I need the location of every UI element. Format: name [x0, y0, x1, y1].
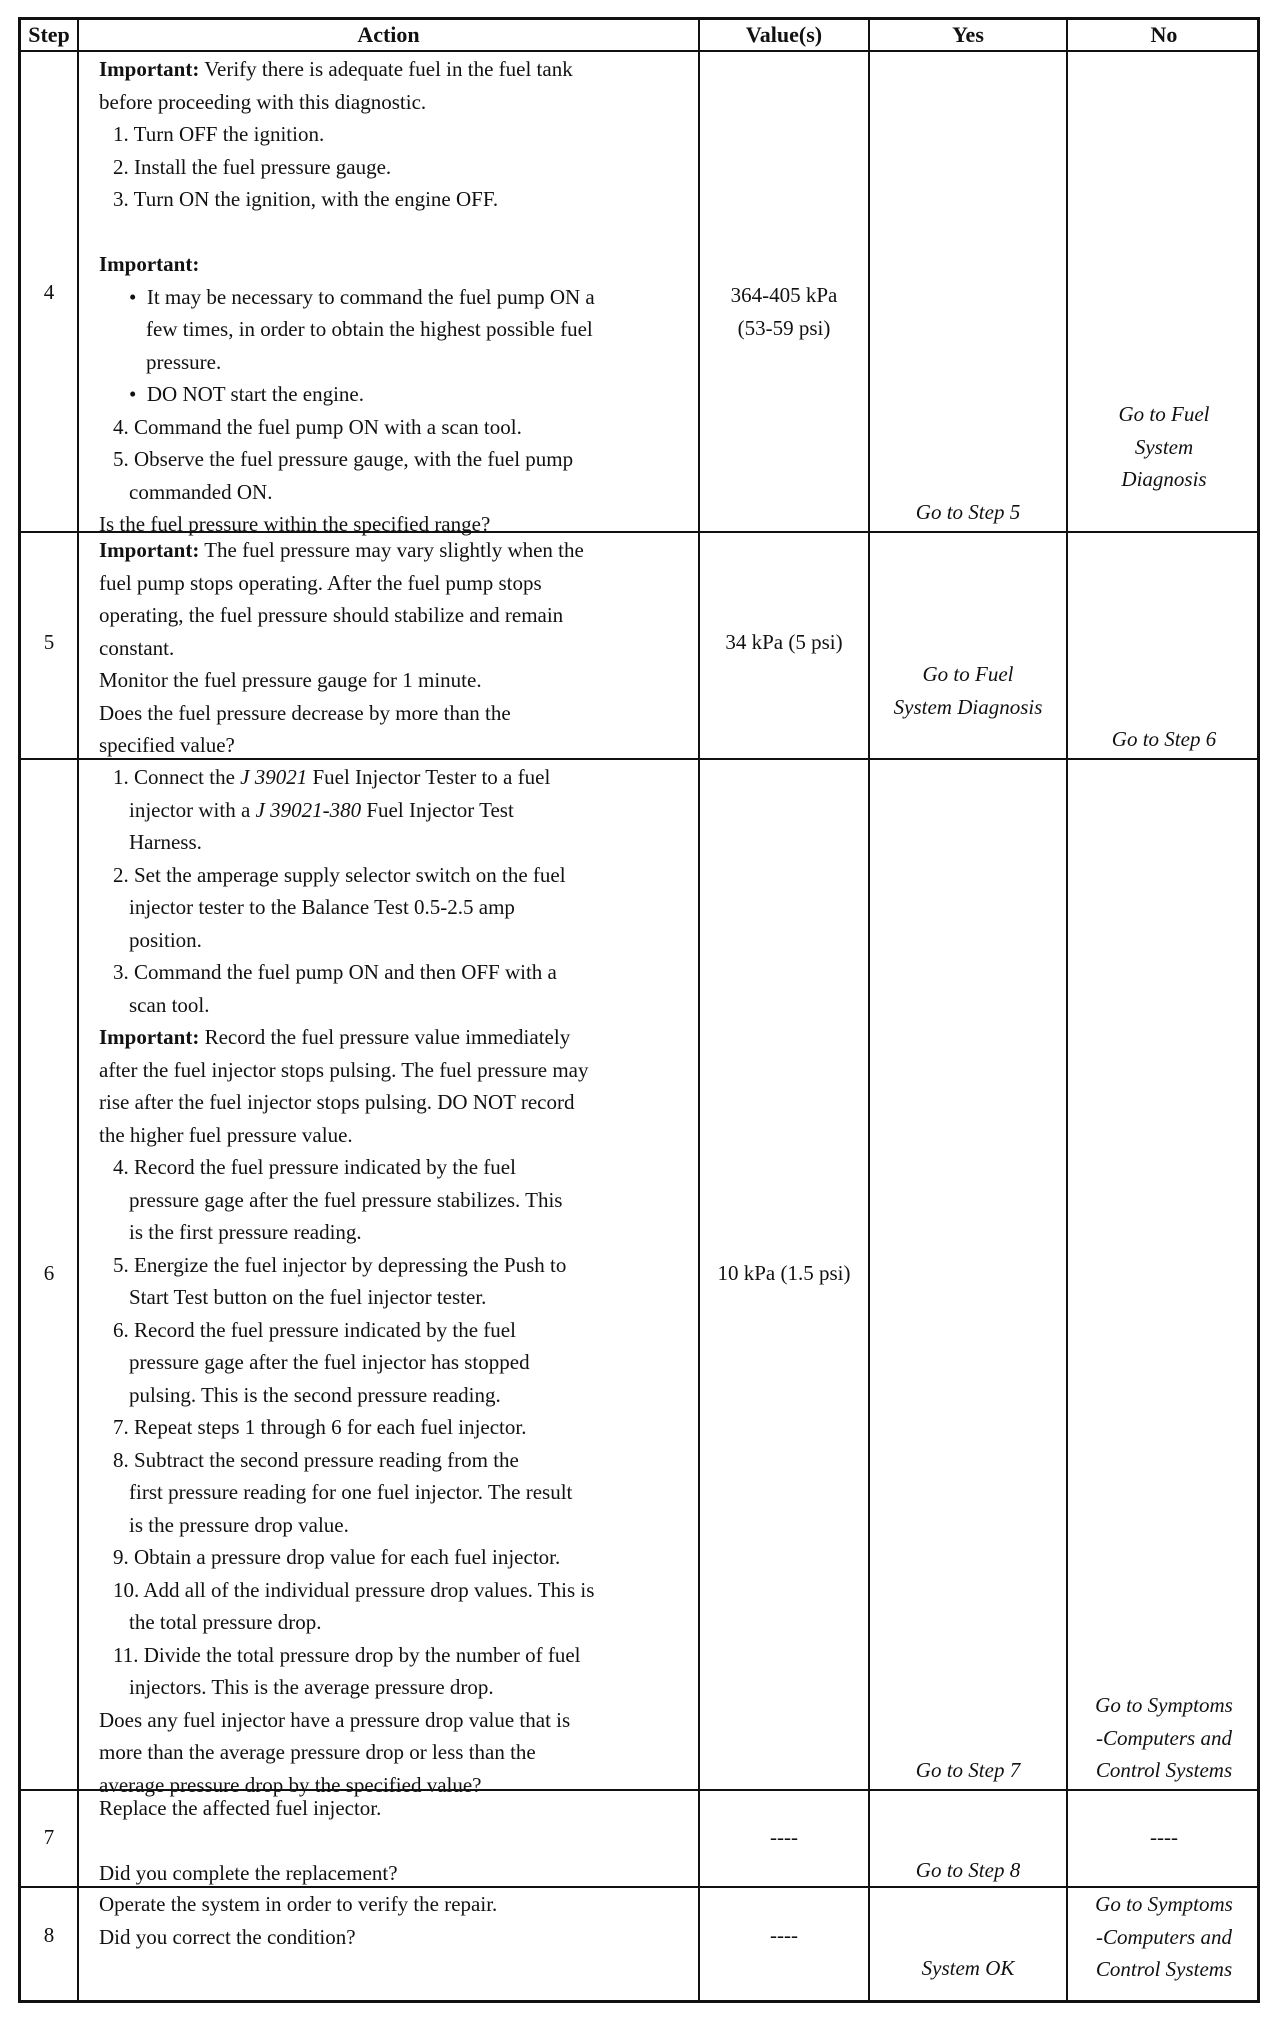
question-text: average pressure drop by the specified value? [99, 1772, 482, 1797]
blank-line [99, 1825, 398, 1858]
link-line: Go to Symptoms [1095, 1892, 1233, 1916]
no-link[interactable] [1068, 398, 1260, 496]
yes-link[interactable]: Go to Step 8 [915, 1858, 1021, 1882]
text-line: pressure gage after the fuel pressure stabilizes. This [129, 1187, 563, 1212]
no-link[interactable]: Go to Step 6 [1111, 727, 1217, 751]
col-rule [77, 20, 79, 2000]
value-cell [700, 279, 868, 344]
yes-link[interactable]: Go to Step 7 [915, 1758, 1021, 1782]
text-line: rise after the fuel injector stops pulsing. DO NOT record [99, 1090, 575, 1114]
text-line: Replace the affected fuel injector. [99, 1796, 382, 1820]
link-line: System Diagnosis [893, 694, 1043, 719]
question-text: Is the fuel pressure within the specified range? [99, 512, 491, 536]
yes-link[interactable]: System OK [921, 1956, 1015, 1980]
action-text [99, 534, 584, 762]
value-cell: 10 kPa (1.5 psi) [717, 1261, 851, 1285]
step-item: 1. Turn OFF the ignition. [113, 122, 325, 146]
important-label: Important: [99, 252, 200, 276]
no-link[interactable] [1068, 1689, 1260, 1787]
bullet-item: • DO NOT start the engine. [129, 382, 365, 406]
bullet-icon: • [129, 284, 147, 309]
text-line: pressure gage after the fuel injector has stopped [129, 1350, 530, 1374]
step-item: 5. Energize the fuel injector by depressing the Push to [113, 1252, 567, 1277]
important-note: Important: The fuel pressure may vary slightly when the [99, 538, 584, 562]
no-value: ---- [1150, 1825, 1178, 1849]
step-item: 10. Add all of the individual pressure drop values. This is [113, 1577, 595, 1602]
value-cell: 34 kPa (5 psi) [725, 630, 843, 654]
diagnostic-table [18, 17, 1260, 2003]
text-line: scan tool. [129, 992, 210, 1017]
col-rule [868, 20, 870, 2000]
value-text: (53-59 psi) [737, 315, 831, 340]
text-line: Start Test button on the fuel injector tester. [129, 1285, 487, 1309]
link-line: Go to Fuel [922, 662, 1014, 686]
header-values: Value(s) [745, 22, 823, 47]
step-item: 11. Divide the total pressure drop by the number of fuel [113, 1642, 581, 1667]
question-text: more than the average pressure drop or less than the [99, 1740, 536, 1764]
link-line: -Computers and [1096, 1725, 1232, 1750]
step-number: 7 [43, 1825, 55, 1849]
text-line: few times, in order to obtain the highest possible fuel [146, 317, 593, 341]
text-line: the higher fuel pressure value. [99, 1122, 353, 1147]
bullet-icon: • [129, 382, 147, 406]
header-action: Action [357, 22, 420, 47]
step-item: 3. Turn ON the ignition, with the engine OFF. [113, 187, 499, 211]
action-text [99, 761, 594, 1801]
link-line: Go to Fuel [1118, 402, 1210, 426]
step-item: 4. Command the fuel pump ON with a scan tool. [113, 414, 522, 439]
value-text: 364-405 kPa [730, 283, 838, 307]
step-number: 5 [43, 630, 55, 654]
link-line: Control Systems [1095, 1758, 1233, 1782]
question-text: Does any fuel injector have a pressure drop value that is [99, 1707, 571, 1732]
important-note: Important: Record the fuel pressure value immediately [99, 1025, 571, 1049]
step-number: 6 [43, 1261, 55, 1285]
link-line: Go to Symptoms [1095, 1693, 1233, 1717]
question-text: specified value? [99, 733, 235, 757]
text-line: Monitor the fuel pressure gauge for 1 minute. [99, 668, 482, 692]
text-line: pressure. [146, 349, 222, 374]
step-item: 2. Install the fuel pressure gauge. [113, 154, 392, 179]
value-cell: ---- [770, 1923, 798, 1947]
text-line: injectors. This is the average pressure drop. [129, 1675, 494, 1699]
header-yes: Yes [952, 22, 984, 47]
text-line: constant. [99, 635, 175, 660]
action-text [99, 1888, 497, 1953]
blank-line [99, 216, 595, 249]
text-line: position. [129, 927, 202, 952]
link-line: -Computers and [1096, 1924, 1232, 1949]
step-item: 5. Observe the fuel pressure gauge, with the fuel pump [113, 447, 574, 471]
question-text: Does the fuel pressure decrease by more than the [99, 700, 511, 725]
value-cell: ---- [770, 1825, 798, 1849]
text-line: is the pressure drop value. [129, 1512, 349, 1537]
header-step: Step [28, 22, 70, 47]
row-rule [21, 50, 1257, 52]
text-line: is the first pressure reading. [129, 1220, 362, 1244]
question-text: Did you complete the replacement? [99, 1861, 398, 1885]
step-item: 8. Subtract the second pressure reading from the [113, 1447, 519, 1472]
text-line: pulsing. This is the second pressure reading. [129, 1382, 501, 1407]
text-line: the total pressure drop. [129, 1610, 322, 1634]
step-number: 4 [43, 280, 55, 304]
text-line: first pressure reading for one fuel injector. The result [129, 1480, 573, 1504]
link-line: Control Systems [1095, 1957, 1233, 1981]
action-text [99, 1792, 398, 1890]
yes-link[interactable] [870, 658, 1066, 723]
text-line: after the fuel injector stops pulsing. The fuel pressure may [99, 1057, 589, 1082]
no-link[interactable] [1068, 1888, 1260, 1986]
link-line: System [1134, 434, 1194, 459]
text-line: before proceeding with this diagnostic. [99, 89, 427, 114]
step-item: 1. Connect the J 39021 Fuel Injector Tester to a fuel [113, 765, 551, 789]
bullet-item: • It may be necessary to command the fuel pump ON a [129, 284, 595, 309]
step-item: 4. Record the fuel pressure indicated by the fuel [113, 1155, 516, 1179]
text-line: injector with a J 39021-380 Fuel Injector Test [129, 797, 514, 822]
step-item: 9. Obtain a pressure drop value for each fuel injector. [113, 1545, 561, 1569]
important-note: Important: Verify there is adequate fuel in the fuel tank [99, 57, 573, 81]
text-line: fuel pump stops operating. After the fuel pump stops [99, 570, 542, 595]
step-item: 6. Record the fuel pressure indicated by the fuel [113, 1317, 516, 1342]
text-line: operating, the fuel pressure should stabilize and remain [99, 603, 564, 627]
step-item: 2. Set the amperage supply selector switch on the fuel [113, 862, 566, 887]
text-line: Operate the system in order to verify the repair. [99, 1892, 498, 1916]
step-item: 3. Command the fuel pump ON and then OFF with a [113, 960, 557, 984]
step-item: 7. Repeat steps 1 through 6 for each fuel injector. [113, 1415, 527, 1439]
header-no: No [1150, 22, 1178, 47]
yes-link[interactable]: Go to Step 5 [915, 500, 1021, 524]
action-text [99, 53, 595, 541]
link-line: Diagnosis [1121, 467, 1207, 491]
question-text: Did you correct the condition? [99, 1924, 356, 1949]
text-line: injector tester to the Balance Test 0.5-2.5 amp [129, 895, 515, 919]
text-line: Harness. [129, 830, 202, 854]
step-number: 8 [43, 1923, 55, 1947]
text-line: commanded ON. [129, 479, 273, 504]
